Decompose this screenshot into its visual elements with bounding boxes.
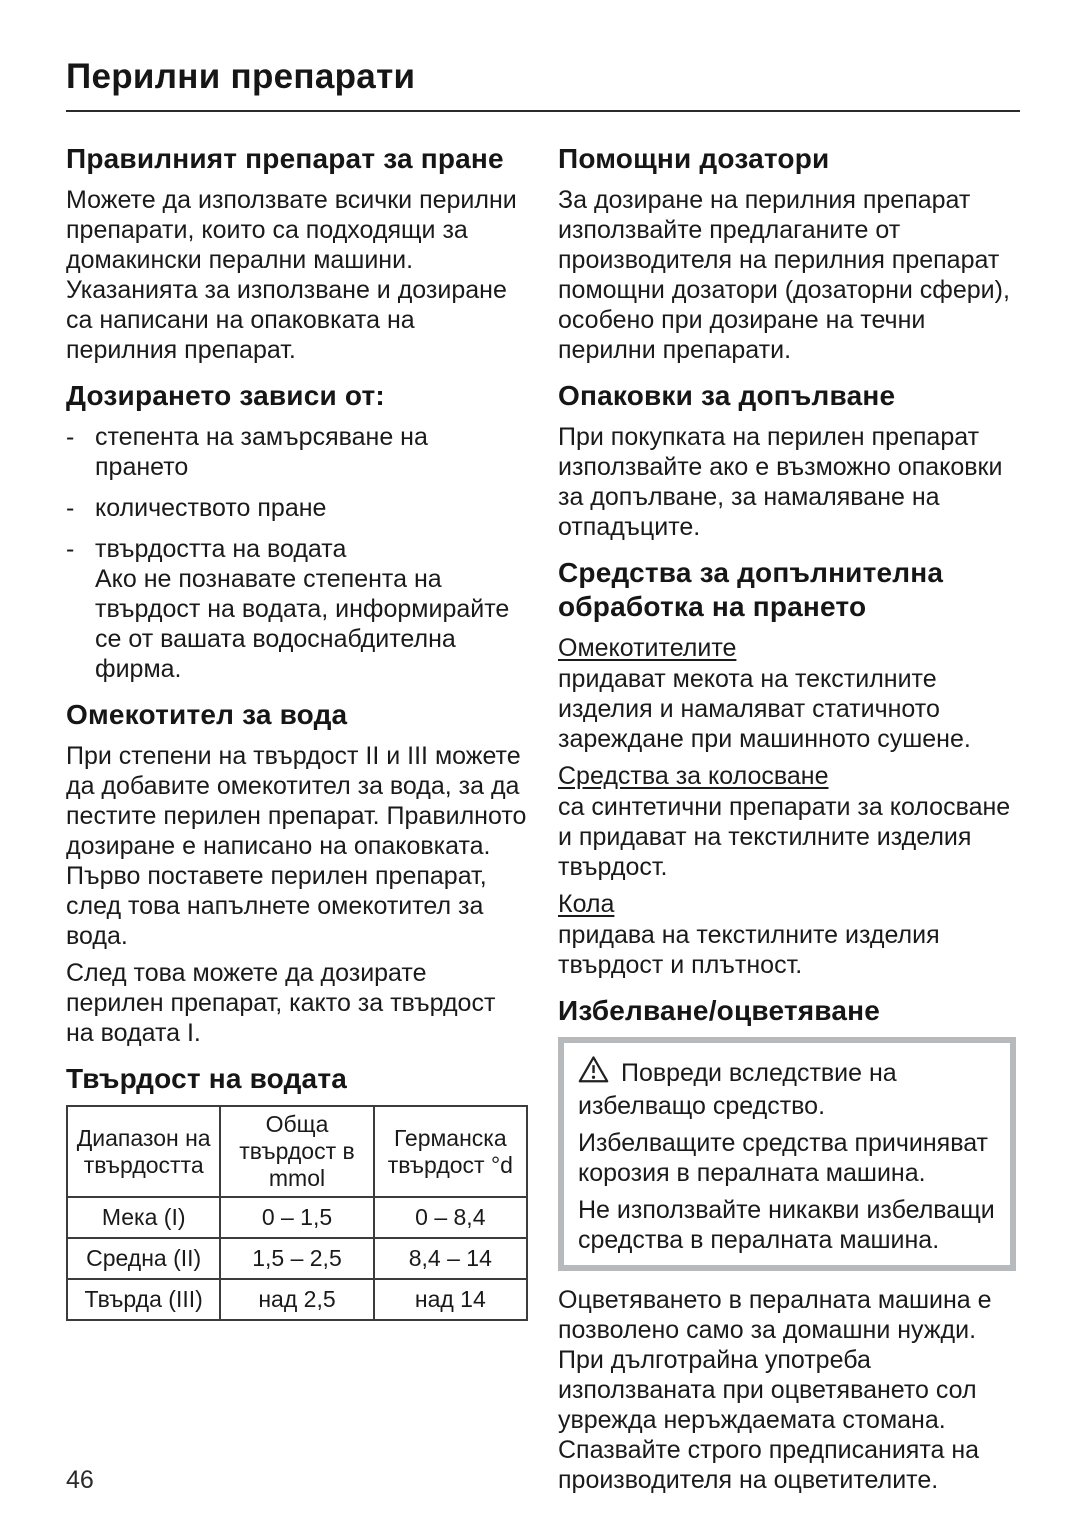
section-heading: Избелване/оцветяване (558, 995, 880, 1026)
table-cell: Средна (II) (67, 1238, 220, 1279)
paragraph: За дозиране на перилния препарат използвайте предлаганите от производителя на перилния препарат помощни дозатори (дозаторни сфери), особено при дозиране на течни перилни препарати. (558, 186, 1010, 364)
section-bleaching-dyeing (558, 994, 1016, 1495)
paragraph: придава на текстилните изделия твърдост и плътност. (558, 921, 940, 979)
section-right-detergent (66, 142, 528, 365)
table-row (67, 1197, 527, 1238)
paragraph: са синтетични препарати за колосване и придават на текстилните изделия твърдост. (558, 793, 1011, 881)
table-row (67, 1279, 527, 1320)
subsection-label-starch: Кола (558, 890, 615, 918)
section-heading: Твърдост на водата (66, 1063, 348, 1094)
paragraph: Оцветяването в пералната машина е позволено само за домашни нужди. При дълготрайна употреба използваната при оцветяването сол уврежда неръждаемата стомана. Спазвайте строго предписанията на производителя на оцветителите. (558, 1286, 992, 1494)
paragraph: При покупката на перилен препарат използвайте ако е възможно опаковки за допълване, за намаляване на отпадъците. (558, 423, 1003, 541)
list-item-text: количеството пране (95, 494, 327, 522)
table-cell: 1,5 – 2,5 (220, 1238, 373, 1279)
paragraph: При степени на твърдост II и III можете да добавите омекотител за вода, за да пестите перилен препарат. Правилното дозиране е написано на опаковката. Първо поставете перилен препарат, след това напълнете омекотител за вода. (66, 742, 527, 950)
table-cell: 0 – 1,5 (220, 1197, 373, 1238)
page-header (66, 56, 1020, 112)
section-water-hardness (66, 1062, 528, 1321)
list-item-note: Ако не познавате степента на твърдост на водата, информирайте се от вашата водоснабдителна фирма. (95, 565, 510, 683)
section-dosing-depends (66, 379, 528, 684)
list-item-text: степента на замърсяване на прането (95, 423, 428, 481)
paragraph: придават мекота на текстилните изделия и намаляват статичното зареждане при машинното сушене. (558, 665, 971, 753)
list-item (66, 534, 528, 684)
two-column-layout (66, 142, 1020, 1502)
warning-triangle-icon (578, 1055, 609, 1091)
section-heading: Средства за допълнителна обработка на прането (558, 557, 944, 622)
warning-line: Не използвайте никакви избелващи средства в пералната машина. (578, 1196, 995, 1254)
dash-bullet: - (66, 494, 75, 522)
section-heading: Омекотител за вода (66, 699, 348, 730)
table-cell: над 14 (374, 1279, 527, 1320)
paragraph: След това можете да дозирате перилен препарат, както за твърдост на водата I. (66, 959, 496, 1047)
table-cell: Мека (I) (67, 1197, 220, 1238)
section-heading: Опаковки за допълване (558, 380, 896, 411)
section-heading: Помощни дозатори (558, 143, 830, 174)
dash-bullet: - (66, 535, 75, 563)
table-cell: 8,4 – 14 (374, 1238, 527, 1279)
title-rule (66, 110, 1020, 112)
table-row (67, 1238, 527, 1279)
section-heading: Дозирането зависи от: (66, 380, 385, 411)
warning-box (558, 1037, 1016, 1271)
list-item-text (95, 534, 528, 684)
subsection-label-softeners: Омекотителите (558, 634, 737, 662)
section-heading: Правилният препарат за пране (66, 143, 504, 174)
table-header-cell: Германска твърдост °d (374, 1106, 527, 1197)
right-column (558, 142, 1016, 1502)
list-item (66, 493, 528, 523)
section-dosing-aids (558, 142, 1016, 365)
section-water-softener (66, 698, 528, 1048)
dash-bullet: - (66, 423, 75, 451)
warning-text: Повреди вследствие на избелващо средство. (578, 1059, 897, 1120)
warning-line: Избелващите средства причиняват корозия в пералната машина. (578, 1129, 988, 1187)
page-number: 46 (66, 1466, 94, 1494)
warning-line (578, 1055, 996, 1121)
subsection-label-starching-agents: Средства за колосване (558, 762, 829, 790)
list-item-title: твърдостта на водата (95, 535, 347, 563)
table-header-row (67, 1106, 527, 1197)
section-laundry-treatment-agents (558, 556, 1016, 980)
left-column (66, 142, 528, 1502)
section-refill-packs (558, 379, 1016, 542)
table-cell: над 2,5 (220, 1279, 373, 1320)
table-cell: Твърда (III) (67, 1279, 220, 1320)
table-header-cell: Диапазон на твърдостта (67, 1106, 220, 1197)
table-cell: 0 – 8,4 (374, 1197, 527, 1238)
page-title: Перилни препарати (66, 57, 416, 96)
list-item (66, 422, 528, 482)
water-hardness-table (66, 1105, 528, 1321)
table-header-cell: Обща твърдост в mmol (220, 1106, 373, 1197)
paragraph: Можете да използвате всички перилни препарати, които са подходящи за домакински перални машини. Указанията за използване и дозиране са написани на опаковката на перилния препарат. (66, 186, 517, 364)
